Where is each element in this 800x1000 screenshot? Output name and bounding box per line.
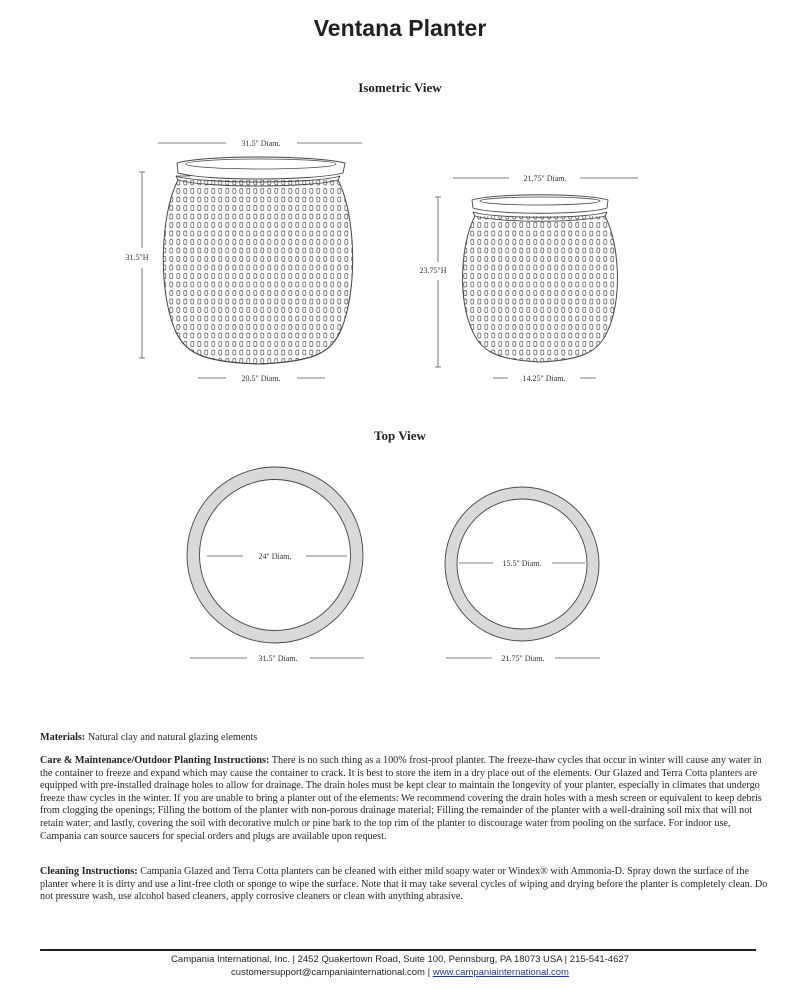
care-paragraph bbox=[40, 755, 768, 843]
footer-email: customersupport@campaniainternational.com bbox=[231, 967, 425, 978]
materials-text: Natural clay and natural glazing elements bbox=[85, 732, 258, 743]
small-outer-diam-label: 21.75" Diam. bbox=[501, 654, 545, 663]
cleaning-label: Cleaning Instructions: bbox=[40, 866, 138, 877]
large-planter-top-view bbox=[187, 467, 364, 663]
footer-separator: | bbox=[424, 967, 433, 978]
small-inner-diam-label: 15.5" Diam. bbox=[502, 559, 542, 568]
large-top-diam-label: 31.5" Diam. bbox=[241, 139, 281, 148]
small-planter-top-view bbox=[445, 487, 600, 663]
footer-contact bbox=[0, 966, 800, 979]
footer bbox=[0, 953, 800, 979]
small-height-label: 23.75"H bbox=[419, 266, 447, 275]
page-title: Ventana Planter bbox=[313, 15, 487, 41]
materials-paragraph bbox=[40, 732, 768, 745]
large-outer-diam-label: 31.5" Diam. bbox=[258, 654, 298, 663]
footer-divider bbox=[40, 949, 756, 951]
cleaning-text: Campania Glazed and Terra Cotta planters can be cleaned with either mild soapy water or Windex® with Ammonia-D. Spray down the surface of the planter where it is dirty and use a lint-free cloth or sponge to wipe the surface. Note that it may take several cycles of wiping and drying before the planter is completely clean. Do not pressure wash, use alcohol based cleaners, apply corrosive cleaners or clean with anything abrasive. bbox=[40, 866, 768, 903]
small-top-diam-label: 21.75" Diam. bbox=[523, 174, 567, 183]
small-planter-isometric bbox=[419, 174, 638, 383]
isometric-view-heading: Isometric View bbox=[358, 80, 442, 95]
care-text: There is no such thing as a 100% frost-proof planter. The freeze-thaw cycles that occur in winter will cause any water in the container to freeze and expand which may cause the container to crack. It is best to store the item in a dry place out of the elements. Our Glazed and Terra Cotta planters are equipped with pre-installed drainage holes to allow for drainage. The drain holes must be kept clear to maintain the longevity of your planter, especially in climates that undergo freeze thaw cycles in the winter. If you are unable to bring a planter out of the elements: We recommend covering the drain holes with a mesh screen or equivalent to keep debris from clogging the openings; Filling the bottom of the planter with non-porous drainage material; Filling the remainder of the planter with a well-draining soil mix that will not retain water; and lastly, covering the soil with decorative mulch or pine bark to the top rim of the planter to discourage water from pooling on the surface. For indoor use, Campania can source saucers for special orders and plugs are available upon request. bbox=[40, 755, 762, 842]
top-view-heading: Top View bbox=[374, 428, 426, 443]
small-bottom-diam-label: 14.25" Diam. bbox=[522, 374, 566, 383]
care-label: Care & Maintenance/Outdoor Planting Instructions: bbox=[40, 755, 270, 766]
large-inner-diam-label: 24" Diam. bbox=[258, 552, 292, 561]
materials-label: Materials: bbox=[40, 732, 86, 743]
large-planter-isometric bbox=[125, 139, 370, 383]
footer-address: Campania International, Inc. | 2452 Quakertown Road, Suite 100, Pennsburg, PA 18073 USA | 215-541-4627 bbox=[171, 954, 629, 965]
website-link[interactable]: www.campaniainternational.com bbox=[432, 967, 569, 978]
large-height-label: 31.5"H bbox=[125, 253, 149, 262]
cleaning-paragraph bbox=[40, 866, 768, 904]
large-bottom-diam-label: 20.5" Diam. bbox=[241, 374, 281, 383]
